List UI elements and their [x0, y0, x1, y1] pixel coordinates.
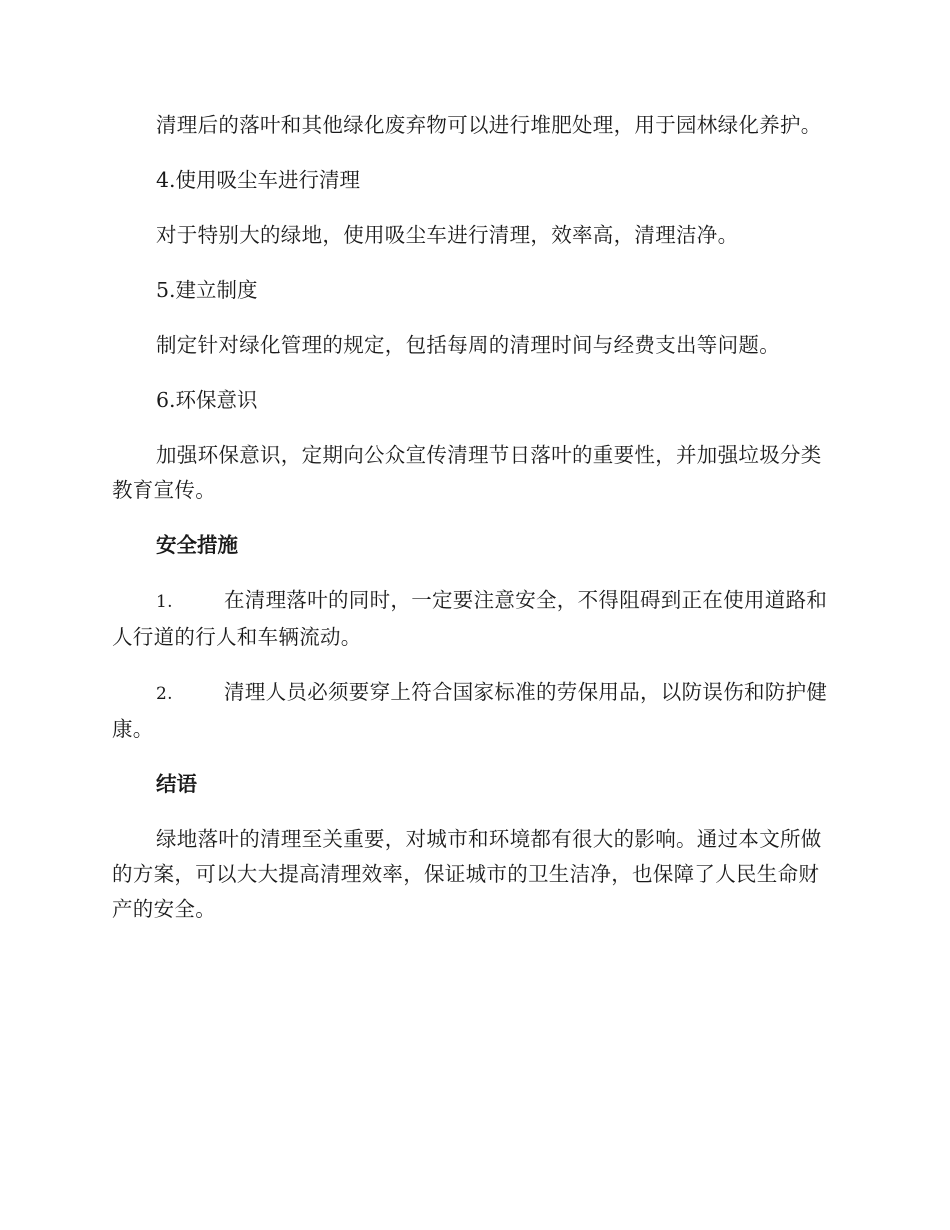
- section-vacuum-title: 4.使用吸尘车进行清理: [156, 168, 361, 192]
- document-page: [112, 108, 834, 947]
- system-paragraph: 制定针对绿化管理的规定，包括每周的清理时间与经费支出等问题。: [156, 333, 780, 357]
- safety-item-1: [112, 583, 834, 655]
- section-system-title: 5.建立制度: [156, 278, 258, 302]
- safety-item-2: [112, 675, 834, 747]
- section-awareness-title: 6.环保意识: [156, 388, 258, 412]
- compost-paragraph: 清理后的落叶和其他绿化废弃物可以进行堆肥处理，用于园林绿化养护。: [156, 113, 822, 137]
- awareness-paragraph: 加强环保意识，定期向公众宣传清理节日落叶的重要性，并加强垃圾分类教育宣传。: [112, 443, 822, 502]
- vacuum-paragraph: 对于特别大的绿地，使用吸尘车进行清理，效率高，清理洁净。: [156, 223, 739, 247]
- safety-item-text: 清理人员必须要穿上符合国家标准的劳保用品，以防误伤和防护健康。: [112, 680, 828, 741]
- conclusion-paragraph: 绿地落叶的清理至关重要，对城市和环境都有很大的影响。通过本文所做的方案，可以大大提高清理效率，保证城市的卫生洁净，也保障了人民生命财产的安全。: [112, 827, 822, 921]
- safety-item-text: 在清理落叶的同时，一定要注意安全，不得阻碍到正在使用道路和人行道的行人和车辆流动。: [112, 588, 828, 649]
- conclusion-heading: 结语: [156, 772, 197, 796]
- safety-item-number: 1.: [156, 592, 173, 612]
- safety-heading: 安全措施: [156, 533, 238, 557]
- safety-item-number: 2.: [156, 684, 173, 704]
